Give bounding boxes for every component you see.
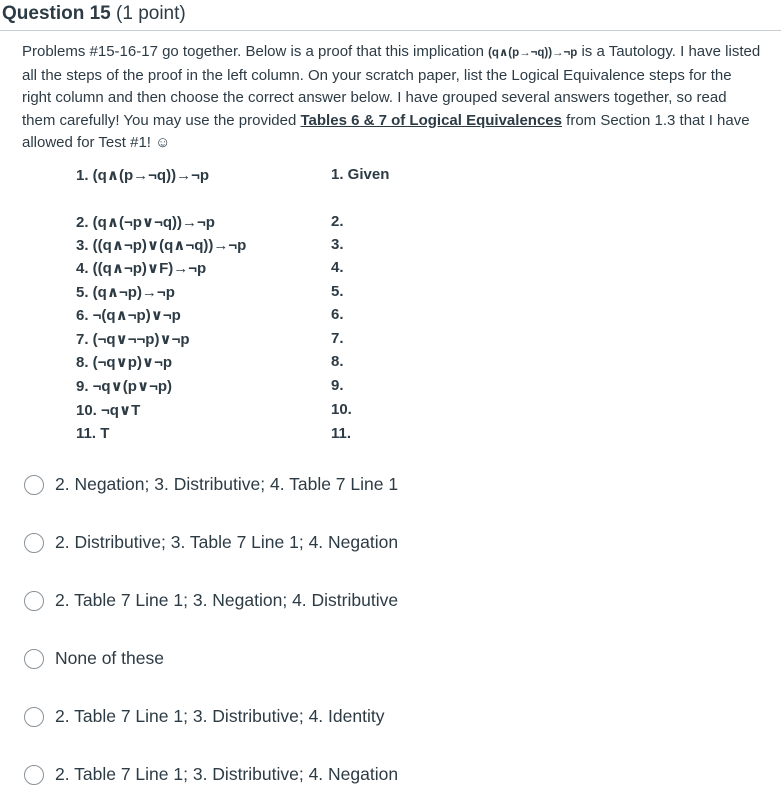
question-number: Question 15 [2,3,111,24]
proof-step-right: 8. [331,353,344,370]
question-points: (1 point) [116,3,186,24]
radio-button[interactable] [24,533,44,553]
proof-step-left: 4. ((q∧¬p)∨F)→¬p [76,260,207,277]
answer-label[interactable]: 2. Negation; 3. Distributive; 4. Table 7 Line 1 [55,474,399,494]
proof-step-right: 10. [331,401,352,418]
proof-step-left: 11. T [76,425,110,442]
proof-step-right: 5. [331,283,344,300]
answer-label[interactable]: 2. Table 7 Line 1; 3. Distributive; 4. Negation [55,764,399,784]
radio-button[interactable] [24,591,44,611]
answer-label[interactable]: 2. Table 7 Line 1; 3. Distributive; 4. Identity [55,706,385,726]
proof-step-left: 1. (q∧(p→¬q))→¬p [76,167,210,184]
intro-text-3: from Section 1.3 that I have allowed for Test #1! ☺ [22,111,750,151]
proof-step-left: 2. (q∧(¬p∨¬q))→¬p [76,214,215,231]
proof-step-right: 3. [331,236,344,253]
question-title [2,3,186,25]
answer-label[interactable]: 2. Distributive; 3. Table 7 Line 1; 4. Negation [55,532,399,552]
proof-step-left: 10. ¬q∨T [76,402,141,419]
proof-step-right: 6. [331,306,344,323]
proof-step-left: 8. (¬q∨p)∨¬p [76,354,173,371]
proof-step-right: 2. [331,213,344,230]
proof-step-right: 4. [331,259,344,276]
radio-button[interactable] [24,475,44,495]
proof-step-left: 6. ¬(q∧¬p)∨¬p [76,307,181,324]
intro-text-1: Problems #15-16-17 go together. Below is a proof that this implication [22,43,489,60]
answer-label[interactable]: None of these [55,648,164,668]
proof-step-left: 5. (q∧¬p)→¬p [76,284,175,301]
intro-text-2: is a Tautology. I have listed all the steps of the proof in the left column. On your scratch paper, list the Logical Equivalence steps for the right column and then choose the correct answer below. I have grouped several answers together, so read them carefully! You may use the provided [22,43,761,129]
proof-step-right: 7. [331,330,344,347]
answer-label[interactable]: 2. Table 7 Line 1; 3. Negation; 4. Distributive [55,590,399,610]
radio-button[interactable] [24,707,44,727]
proof-step-right: 1. Given [331,166,390,183]
proof-step-left: 7. (¬q∨¬¬p)∨¬p [76,331,190,348]
question-text [22,41,762,155]
question-header [0,0,781,31]
radio-button[interactable] [24,765,44,785]
radio-button[interactable] [24,649,44,669]
proof-step-left: 9. ¬q∨(p∨¬p) [76,378,173,395]
implication-formula: (q∧(p→¬q))→¬p [488,47,578,59]
proof-step-left: 3. ((q∧¬p)∨(q∧¬q))→¬p [76,237,247,254]
tables-link[interactable]: Tables 6 & 7 of Logical Equivalences [300,111,562,129]
proof-step-right: 11. [331,425,352,442]
proof-step-right: 9. [331,377,344,394]
